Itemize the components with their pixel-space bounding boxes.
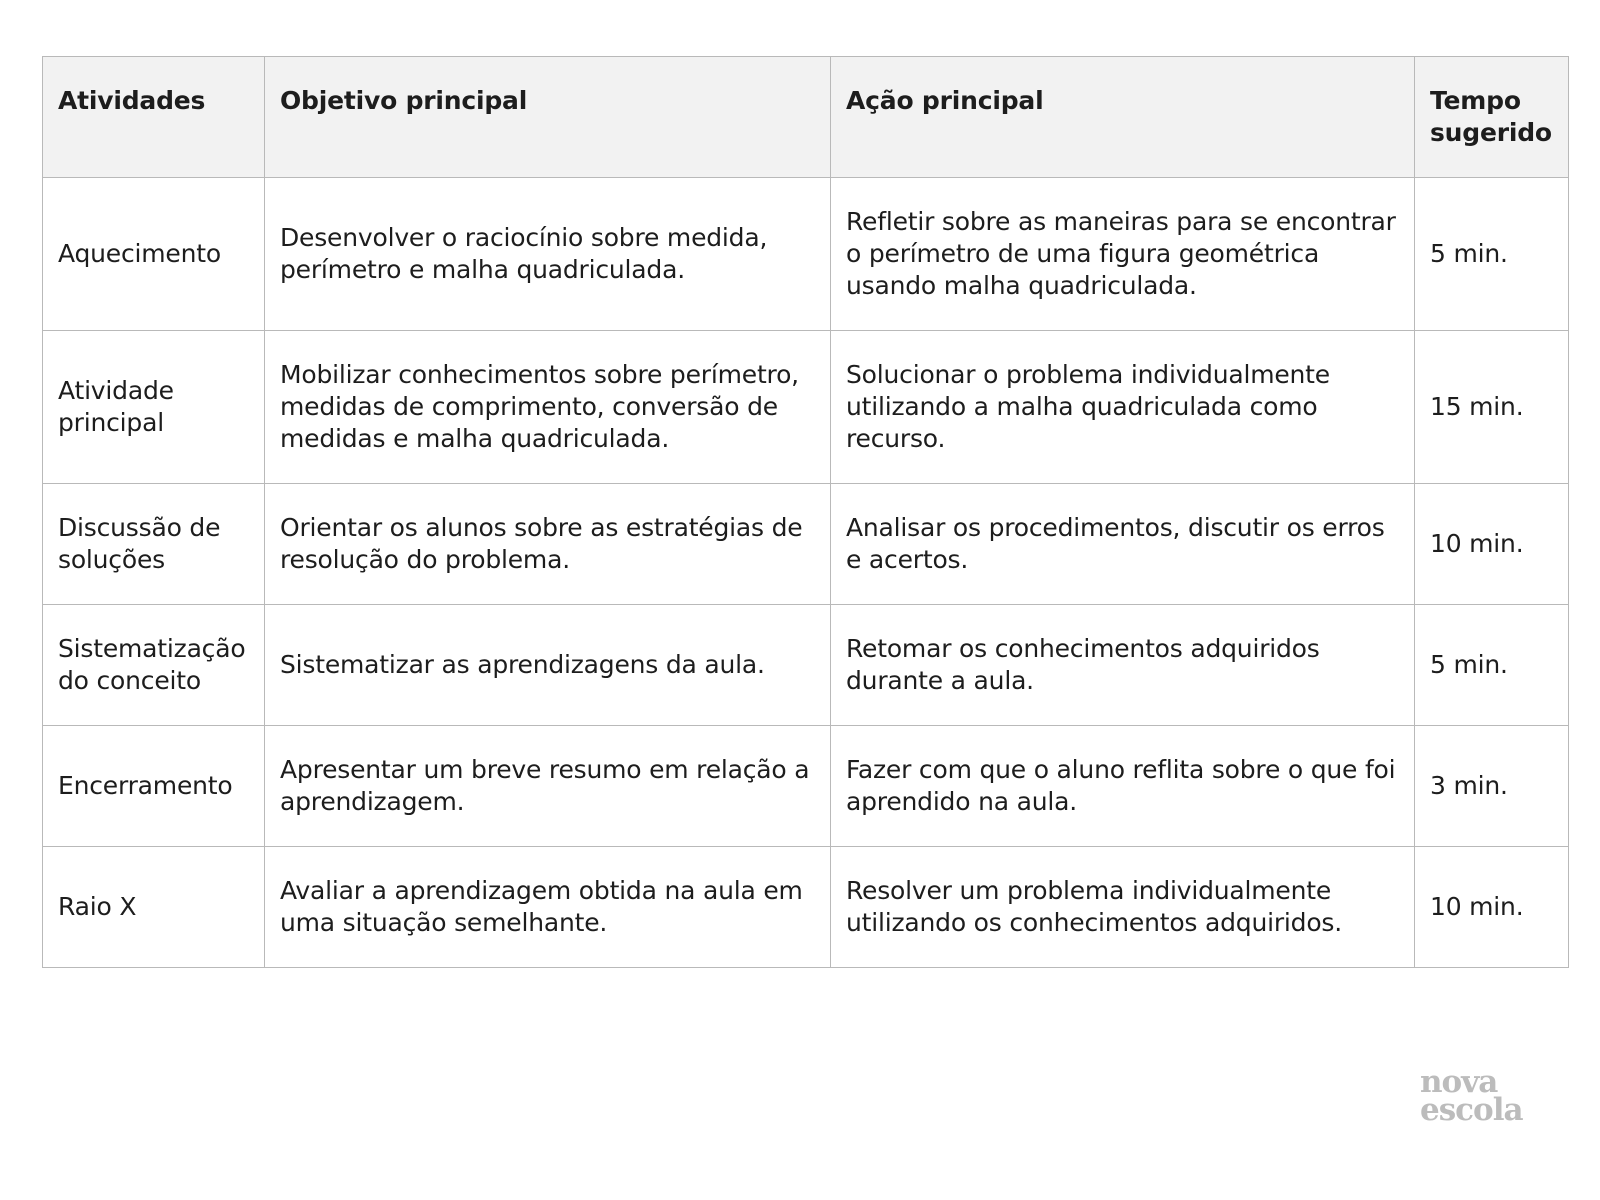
cell-objetivo: Sistematizar as aprendizagens da aula. (265, 605, 831, 726)
cell-tempo: 5 min. (1415, 605, 1569, 726)
table-row (43, 847, 1569, 968)
cell-objetivo: Apresentar um breve resumo em relação a aprendizagem. (265, 726, 831, 847)
cell-atividade: Discussão de soluções (43, 484, 265, 605)
cell-tempo: 5 min. (1415, 178, 1569, 331)
logo-line-nova: nova (1420, 1064, 1498, 1100)
cell-acao: Solucionar o problema individualmente utilizando a malha quadriculada como recurso. (831, 331, 1415, 484)
nova-escola-logo (1420, 1064, 1523, 1128)
cell-objetivo: Orientar os alunos sobre as estratégias de resolução do problema. (265, 484, 831, 605)
cell-atividade: Aquecimento (43, 178, 265, 331)
cell-tempo: 10 min. (1415, 484, 1569, 605)
table-row (43, 484, 1569, 605)
table-row (43, 605, 1569, 726)
cell-acao: Retomar os conhecimentos adquiridos durante a aula. (831, 605, 1415, 726)
header-acao-principal: Ação principal (831, 57, 1415, 178)
cell-tempo: 3 min. (1415, 726, 1569, 847)
cell-acao: Fazer com que o aluno reflita sobre o que foi aprendido na aula. (831, 726, 1415, 847)
cell-objetivo: Avaliar a aprendizagem obtida na aula em uma situação semelhante. (265, 847, 831, 968)
table-header-row (43, 57, 1569, 178)
logo-line-escola: escola (1420, 1092, 1523, 1128)
cell-tempo: 10 min. (1415, 847, 1569, 968)
cell-atividade: Sistematização do conceito (43, 605, 265, 726)
cell-atividade: Atividade principal (43, 331, 265, 484)
header-objetivo-principal: Objetivo principal (265, 57, 831, 178)
table-row (43, 726, 1569, 847)
table-row (43, 331, 1569, 484)
cell-objetivo: Mobilizar conhecimentos sobre perímetro, medidas de comprimento, conversão de medidas e malha quadriculada. (265, 331, 831, 484)
lesson-plan-table (42, 56, 1569, 968)
table-row (43, 178, 1569, 331)
cell-acao: Refletir sobre as maneiras para se encontrar o perímetro de uma figura geométrica usando malha quadriculada. (831, 178, 1415, 331)
cell-acao: Analisar os procedimentos, discutir os erros e acertos. (831, 484, 1415, 605)
cell-acao: Resolver um problema individualmente utilizando os conhecimentos adquiridos. (831, 847, 1415, 968)
cell-atividade: Encerramento (43, 726, 265, 847)
cell-atividade: Raio X (43, 847, 265, 968)
header-tempo-sugerido: Tempo sugerido (1415, 57, 1569, 178)
cell-objetivo: Desenvolver o raciocínio sobre medida, perímetro e malha quadriculada. (265, 178, 831, 331)
header-atividades: Atividades (43, 57, 265, 178)
cell-tempo: 15 min. (1415, 331, 1569, 484)
